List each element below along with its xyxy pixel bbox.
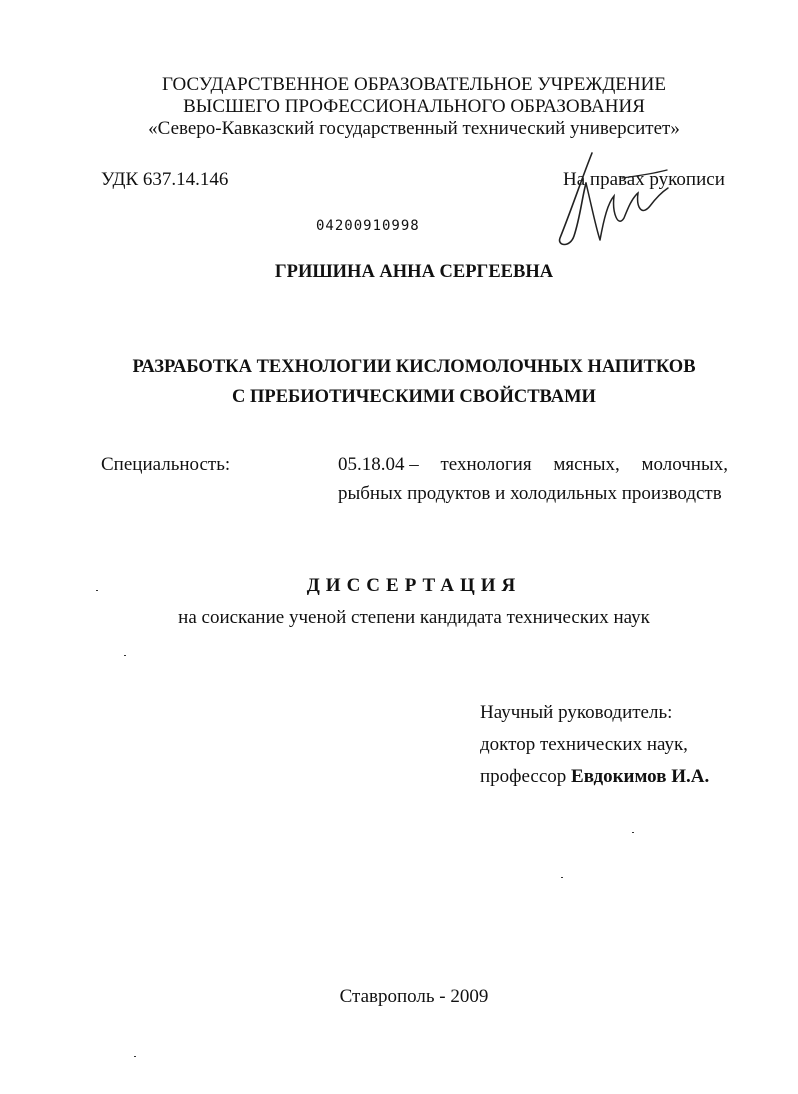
specialty-line-1 bbox=[338, 454, 728, 476]
specialty-code: 05.18.04 – bbox=[338, 454, 419, 475]
supervisor-degree: доктор технических наук, bbox=[480, 734, 688, 755]
registration-number: 04200910998 bbox=[316, 218, 420, 234]
dissertation-title-line-2: С ПРЕБИОТИЧЕСКИМИ СВОЙСТВАМИ bbox=[232, 387, 596, 407]
dissertation-subheading: на соискание ученой степени кандидата технических наук bbox=[178, 607, 650, 628]
dissertation-heading: ДИССЕРТАЦИЯ bbox=[306, 575, 522, 596]
author-name: ГРИШИНА АННА СЕРГЕЕВНА bbox=[274, 262, 554, 282]
scan-speck bbox=[561, 877, 563, 878]
institution-line-1: ГОСУДАРСТВЕННОЕ ОБРАЗОВАТЕЛЬНОЕ УЧРЕЖДЕНИЕ bbox=[162, 74, 666, 95]
scan-speck bbox=[632, 832, 634, 833]
rights-notice: На правах рукописи bbox=[563, 169, 725, 190]
specialty-line-2: рыбных продуктов и холодильных производств bbox=[338, 483, 722, 504]
specialty-word-1: технология bbox=[440, 454, 532, 475]
signature-icon bbox=[552, 148, 672, 253]
scan-speck bbox=[124, 655, 126, 656]
dissertation-title-line-1: РАЗРАБОТКА ТЕХНОЛОГИИ КИСЛОМОЛОЧНЫХ НАПИТКОВ bbox=[132, 357, 696, 377]
institution-line-3: «Северо-Кавказский государственный технический университет» bbox=[148, 118, 680, 139]
specialty-word-2: мясных, bbox=[553, 454, 620, 475]
specialty-label: Специальность: bbox=[101, 454, 231, 475]
supervisor-title bbox=[480, 766, 709, 788]
institution-line-2: ВЫСШЕГО ПРОФЕССИОНАЛЬНОГО ОБРАЗОВАНИЯ bbox=[183, 96, 645, 117]
scan-speck bbox=[134, 1056, 136, 1057]
specialty-word-3: молочных, bbox=[641, 454, 728, 475]
scan-speck bbox=[96, 590, 98, 591]
supervisor-name: Евдокимов И.А. bbox=[571, 766, 710, 787]
supervisor-label: Научный руководитель: bbox=[480, 702, 673, 723]
supervisor-position: профессор bbox=[480, 766, 567, 787]
udk-code: УДК 637.14.146 bbox=[101, 169, 229, 190]
city-year: Ставрополь - 2009 bbox=[339, 986, 489, 1007]
